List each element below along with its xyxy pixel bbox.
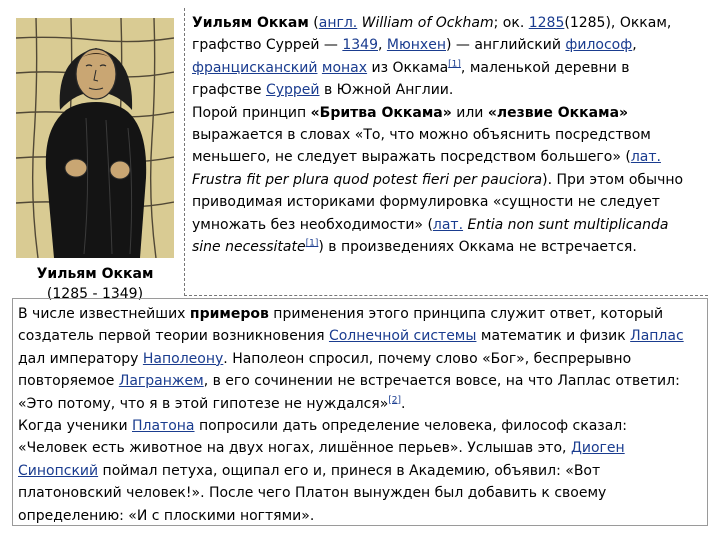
biography-paragraph [192, 12, 698, 102]
blade-term: «лезвие Оккама» [487, 104, 629, 121]
text-run: , [378, 37, 387, 54]
footnote-ref-2[interactable]: [2] [388, 394, 402, 405]
text-run: или [451, 104, 488, 121]
latin-name: William of Ockham [357, 15, 494, 31]
subject-name: Уильям Оккам [192, 15, 309, 31]
text-run: применения этого принципа служит ответ, который создатель первой теории возникновения [18, 306, 664, 345]
link-surrey[interactable]: Суррей [265, 82, 320, 99]
link-philosopher[interactable]: философ [565, 37, 633, 54]
link-year-1285[interactable]: 1285 [528, 15, 565, 31]
text-run: ). При этом обычно приводимая историками формулировка «сущности не следует умножать без необходимости» ( [192, 171, 684, 233]
latin-quote-2: Entia non sunt multiplicanda sine necessitate [192, 216, 669, 256]
text-run: В числе известнейших [18, 306, 190, 322]
portrait-panel [12, 8, 178, 302]
text-run: , в его сочинении не встречается вовсе, на что Лаплас ответил: «Это потому, что я в этой гипотезе не нуждался» [18, 373, 680, 412]
examples-term: примеров [189, 306, 269, 322]
text-run: поймал петуха, ощипал его и, принеся в Академию, объявил: «Вот платоновский человек!». После чего Платон вынужден был добавить к своему определению: «И с плоскими ногтями». [18, 462, 607, 524]
text-run: . Наполеон спросил, почему слово «Бог», беспрерывно повторяемое [18, 350, 632, 390]
razor-term: «Бритва Оккама» [310, 104, 452, 121]
biography-text [192, 12, 698, 258]
text-run: дал императору [18, 350, 143, 367]
caption-years: (1285 - 1349) [46, 286, 144, 302]
laplace-paragraph [18, 303, 698, 415]
link-plato[interactable]: Платона [132, 418, 195, 435]
link-latin-2[interactable]: лат. [432, 216, 464, 233]
text-run: ) в произведениях Оккама не встречается. [318, 239, 637, 256]
plato-paragraph [18, 415, 698, 527]
link-laplace[interactable]: Лаплас [630, 328, 684, 345]
text-run: математик и физик [476, 328, 631, 345]
text-run: (1285), Оккам, графство Суррей — [192, 15, 672, 54]
razor-paragraph [192, 102, 698, 259]
link-solar-system[interactable]: Солнечной системы [328, 328, 477, 345]
text-run: ; ок. [493, 15, 529, 31]
link-diogenes[interactable]: Диоген Синопский [18, 440, 625, 479]
latin-quote-1: Frustra fit per plura quod potest fieri per pauciora [192, 171, 543, 188]
ockham-portrait-image [16, 18, 174, 258]
examples-text [18, 303, 698, 527]
text-run: . [401, 395, 406, 412]
link-monk[interactable]: монах [321, 59, 368, 76]
link-english[interactable]: англ. [318, 15, 358, 31]
text-run: выражается в словах «То, что можно объяснить посредством меньшего, не следует выражать посредством большего» ( [192, 127, 651, 166]
text-run: Порой принцип [192, 104, 311, 121]
link-franciscan[interactable]: францисканский [192, 59, 318, 76]
link-latin-1[interactable]: лат. [630, 149, 661, 166]
text-run: , маленькой деревни в графстве [192, 59, 630, 99]
link-lagrange[interactable]: Лагранжем [118, 373, 204, 390]
text-run: ) — английский [445, 37, 566, 54]
link-year-1349[interactable]: 1349 [342, 37, 378, 54]
text-run: в Южной Англии. [319, 82, 454, 99]
text-run: Когда ученики [18, 418, 132, 435]
footnote-ref-1[interactable]: [1] [448, 59, 461, 70]
footnote-ref-1b[interactable]: [1] [305, 238, 319, 249]
text-run: ( [308, 15, 319, 31]
caption-name: Уильям Оккам [36, 266, 154, 282]
link-napoleon[interactable]: Наполеону [142, 350, 224, 367]
text-run: , [632, 37, 637, 54]
text-run: попросили дать определение человека, философ сказал: «Человек есть животное на двух ногах, лишённое перьев». Услышав это, [18, 418, 627, 457]
link-munich[interactable]: Мюнхен [386, 37, 446, 54]
text-run: из Оккама [367, 59, 449, 76]
